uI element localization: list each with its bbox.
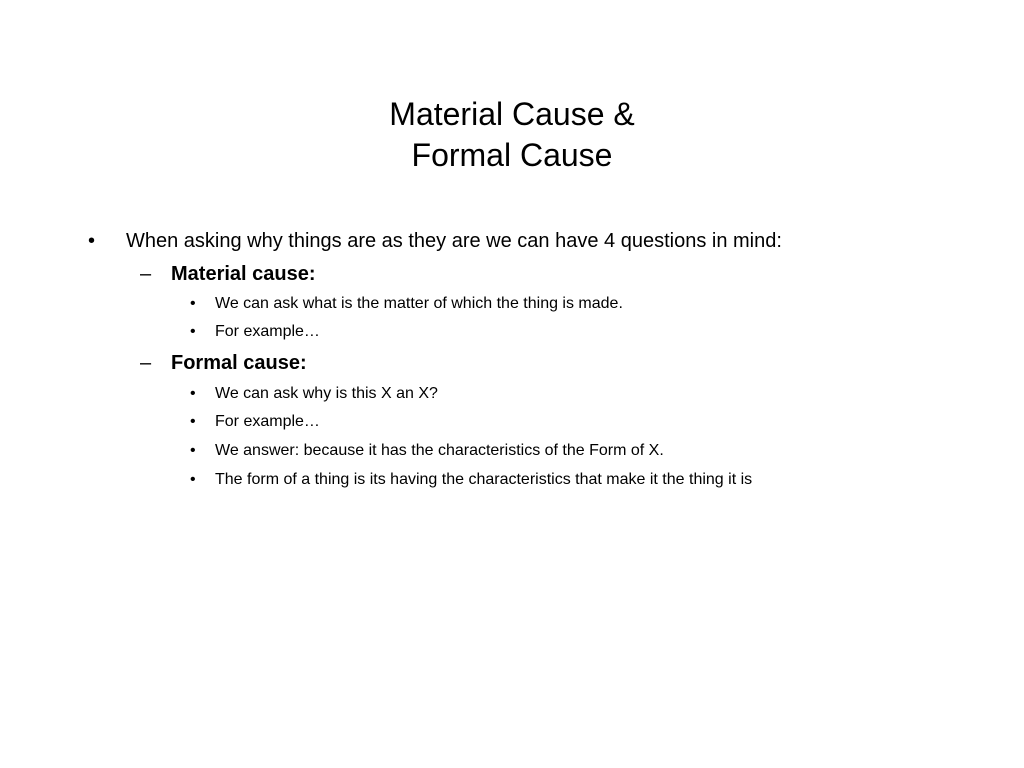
bullet-marker: • — [190, 385, 196, 402]
bullet-marker: • — [190, 323, 196, 340]
list-item-text: We can ask what is the matter of which the thing is made. — [215, 295, 623, 312]
bullet-marker: • — [190, 471, 196, 488]
bullet-marker: • — [190, 413, 196, 430]
section-heading-material: Material cause: — [171, 263, 316, 285]
section-heading-formal: Formal cause: — [171, 352, 307, 374]
intro-text: When asking why things are as they are we can have 4 questions in mind: — [126, 230, 782, 252]
bullet-marker: • — [190, 442, 196, 459]
slide-title-line-1: Material Cause & — [389, 96, 635, 132]
list-item-text: For example… — [215, 323, 320, 340]
slide-title — [0, 94, 1024, 176]
list-item-text: For example… — [215, 413, 320, 430]
list-item-text: We can ask why is this X an X? — [215, 385, 438, 402]
list-item-text: We answer: because it has the characteristics of the Form of X. — [215, 442, 664, 459]
list-item-text: The form of a thing is its having the characteristics that make it the thing it is — [215, 471, 753, 488]
slide-title-line-2: Formal Cause — [411, 137, 613, 173]
bullet-marker: • — [190, 295, 196, 312]
bullet-marker: • — [88, 230, 96, 252]
dash-marker: – — [140, 263, 152, 285]
dash-marker: – — [140, 352, 152, 374]
